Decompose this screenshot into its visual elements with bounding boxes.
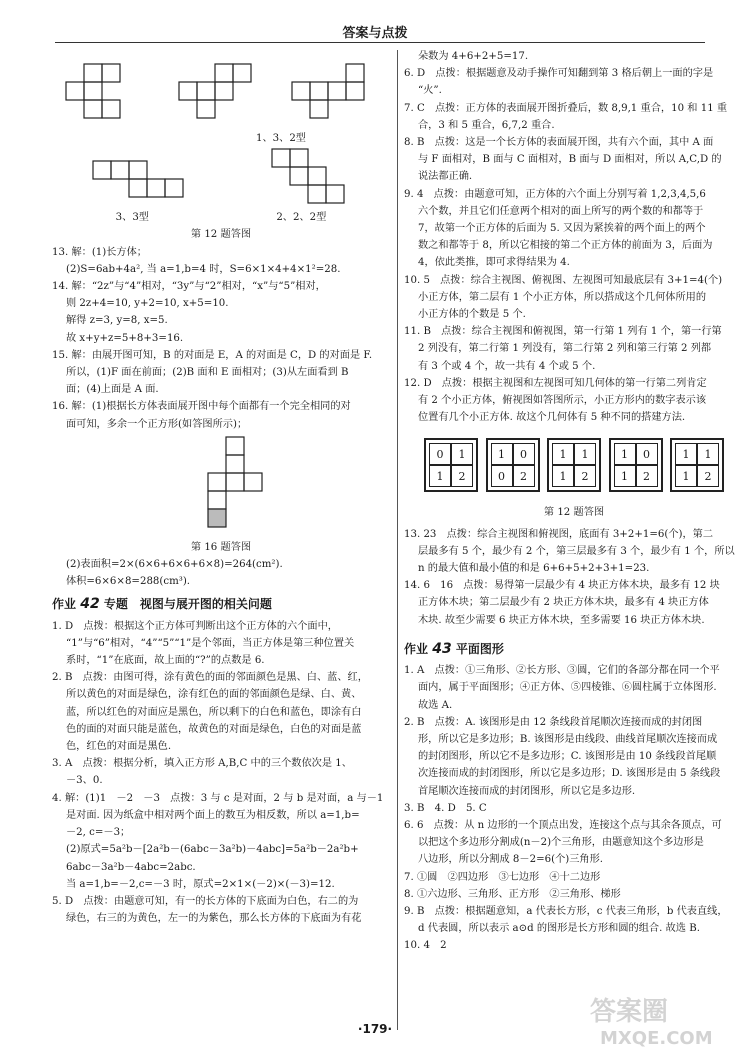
grid-cell: 0 <box>636 443 658 465</box>
fig16-caption: 第 16 题答图 <box>190 541 252 553</box>
column-divider <box>397 50 398 1030</box>
text-line: n 的最大值和最小值的和是 6+6+5+2+3+1=23. <box>418 563 650 575</box>
section-prefix: 作业 <box>52 597 77 612</box>
fig12-label-type-33: 3、3型 <box>115 212 149 224</box>
text-line: (2)S=6ab+4a², 当 a=1,b=4 时，S=6×1×4+4×1²=28. <box>66 263 341 275</box>
text-line: 的封闭图形，所以它不是多边形；C. 该图形是由 10 条线段首尾顺 <box>418 751 717 763</box>
fig12-caption: 第 12 题答图 <box>190 229 252 241</box>
text-line: 面内，属于平面图形；④正方体、⑤四棱锥、⑥圆柱属于立体图形. <box>418 682 717 694</box>
text-line: 系时，“1”在底面，故上面的“?”的点数是 6. <box>66 655 265 667</box>
left-column <box>52 48 390 927</box>
text-line: 木块. 故至少需要 6 块正方体木块，至多需要 16 块正方体木块. <box>418 614 705 626</box>
text-line: 次连接而成的封闭图形，所以它是多边形；D. 该图形是由 5 条线段 <box>418 768 721 780</box>
text-line: 所以黄色的对面是绿色，涂有红色的面的邻面颜色是绿、白、黄、 <box>66 689 362 701</box>
text-line: (2)原式=5a²b－[2a²b－(6abc－3a²b)－4abc]=5a²b－2a²b+ <box>66 844 359 856</box>
text-line: 故选 A. <box>418 699 453 711</box>
text-line: 体积=6×6×8=288(cm³). <box>66 576 191 588</box>
text-line: “1”与“6”相对，“4”“5”“1”是个邻面，当正方体是第三种位置关 <box>66 637 355 649</box>
text-line: 说法都正确. <box>418 171 473 183</box>
net-diagram-fig16 <box>196 433 276 539</box>
text-line: 首尾顺次连接而成的封闭图形，所以它是多边形. <box>418 785 636 797</box>
section-heading-42 <box>52 596 390 613</box>
text-line: 面可知，多余一个正方形(如答图所示)； <box>66 418 248 430</box>
text-line: 7. ①圆 ②四边形 ③七边形 ④十二边形 <box>404 871 601 883</box>
view-grid-2 <box>486 438 540 492</box>
grid-cell: 1 <box>451 443 473 465</box>
grid-cell: 2 <box>513 465 535 487</box>
grid-cell: 2 <box>451 465 473 487</box>
answers-13-16 <box>52 244 390 433</box>
text-line: 面；(4)上面是 A 面. <box>66 384 159 396</box>
fig12-label-type-132: 1、3、2型 <box>255 133 306 144</box>
view-grid-3 <box>547 438 601 492</box>
grid-cell: 2 <box>574 465 596 487</box>
text-line: 8. ①六边形、三角形、正方形 ②三角形、梯形 <box>404 888 621 900</box>
text-line: －2, c=－3； <box>66 827 131 839</box>
text-line: 4，依此类推，即可求得结果为 4. <box>418 257 570 269</box>
text-line: 小正方体的个数是 5 个. <box>418 309 526 321</box>
text-line: 八边形，所以分割成 8－2=6(个)三角形. <box>418 854 604 866</box>
text-line: 7，故第一个正方体的后面为 5. 又因为紧挨着的两个面上的两个 <box>418 223 706 235</box>
text-line: 14. 6 16 点拨：易得第一层最少有 4 块正方体木块，最多有 12 块 <box>404 580 720 592</box>
grid-cell: 1 <box>614 443 636 465</box>
text-line: 绿色，右三的为黄色，左一的为紫色，那么长方体的下底面为有花 <box>66 913 362 925</box>
text-line: “火”. <box>418 85 442 97</box>
section-heading-43 <box>404 641 744 658</box>
text-line: 以把这个多边形分割成(n－2)个三角形，由题意知这个多边形是 <box>418 837 704 849</box>
grid-cell: 1 <box>614 465 636 487</box>
text-line: 色，红色的对面是黑色. <box>66 741 172 753</box>
text-line: 是对面. 因为纸盒中相对两个面上的数互为相反数，所以 a=1,b= <box>66 809 360 821</box>
section-title: 专题 视图与展开图的相关问题 <box>103 597 272 612</box>
text-line: 12. D 点拨：根据主视图和左视图可知几何体的第一行第二列肯定 <box>404 377 707 389</box>
grid-cell: 1 <box>574 443 596 465</box>
net-diagram-1 <box>60 60 156 130</box>
svg-text:MXQE.COM: MXQE.COM <box>600 1028 713 1049</box>
text-line: 10. 4 2 <box>404 940 447 952</box>
text-line: 所以，(1)F 面在前面；(2)B 面和 E 面相对；(3)从左面看到 B <box>66 367 349 379</box>
text-line: 蓝，所以红色的对面应是黑色，所以剩下的白色和蓝色，即涂有白 <box>66 706 362 718</box>
section-prefix: 作业 <box>404 641 429 656</box>
view-grid-1 <box>424 438 478 492</box>
text-line: 14. 解：“2z”与“4”相对，“3y”与“2”相对，“x”与“5”相对， <box>52 281 326 293</box>
text-line: 当 a=1,b=－2,c=－3 时，原式=2×1×(－2)×(－3)=12. <box>66 878 335 890</box>
answers-continued <box>404 48 744 426</box>
right-column <box>404 48 744 955</box>
grid-cell: 0 <box>513 443 535 465</box>
grid-cell: 1 <box>552 465 574 487</box>
view-grid-4 <box>609 438 663 492</box>
text-line: d 代表圆，所以表示 a⊙d 的图形是长方形和圆的组合. 故选 B. <box>418 923 700 935</box>
text-line: 2. B 点拨：A. 该图形是由 12 条线段首尾顺次连接而成的封闭图 <box>404 716 703 728</box>
text-line: 合，3 和 5 重合，6,7,2 重合. <box>418 119 555 131</box>
fig12-caption-right: 第 12 题答图 <box>543 507 605 519</box>
answers-section-42 <box>52 618 390 928</box>
fig16-wrap <box>52 433 390 539</box>
text-line: 15. 解：由展开图可知，B 的对面是 E，A 的对面是 C，D 的对面是 F. <box>52 349 373 361</box>
text-line: 正方体木块；第二层最少有 2 块正方体木块，最多有 4 块正方体 <box>418 597 709 609</box>
grid-cell: 1 <box>675 465 697 487</box>
fig12-grids <box>404 426 744 500</box>
text-line: 11. B 点拨：综合主视图和俯视图，第一行第 1 列有 1 个，第一行第 <box>404 326 722 338</box>
text-line: 6. D 点拨：根据题意及动手操作可知翻到第 3 格后朝上一面的字是 <box>404 68 714 80</box>
view-grid-5 <box>670 438 724 492</box>
text-line: 6abc－3a²b－4abc=2abc. <box>66 861 196 873</box>
net-diagram-4 <box>87 153 197 209</box>
text-line: 六个数，并且它们任意两个相对的面上所写的两个数的和都等于 <box>418 205 704 217</box>
text-line: 位置有几个小正方体. 故这个几何体有 5 种不同的搭建方法. <box>418 412 686 424</box>
text-line: 有 2 个小正方体，俯视图如答图所示，小正方形内的数字表示该 <box>418 395 707 407</box>
text-line: 形，所以它是多边形；B. 该图形是由线段、曲线首尾顺次连接而成 <box>418 733 718 745</box>
answers-section-43 <box>404 662 744 954</box>
text-line: 1. A 点拨：①三角形、②长方形、③圆，它们的各部分都在同一个平 <box>404 665 720 677</box>
text-line: 与 F 面相对，B 面与 C 面相对，B 面与 D 面相对，所以 A,C,D 的 <box>418 154 722 166</box>
net-diagram-2 <box>173 60 269 130</box>
watermark-logo <box>580 990 740 1050</box>
grid-cell: 0 <box>491 465 513 487</box>
text-line: 2. B 点拨：由图可得，涂有黄色的面的邻面颜色是黑、白、蓝、红， <box>52 672 368 684</box>
text-line: 7. C 点拨：正方体的表面展开图折叠后，数 8,9,1 重合，10 和 11 重 <box>404 102 728 114</box>
text-line: 1. D 点拨：根据这个正方体可判断出这个正方体的六个面中， <box>52 620 338 632</box>
text-line: 3. A 点拨：根据分析，填入正方形 A,B,C 中的三个数依次是 1、 <box>52 758 352 770</box>
grid-cell: 1 <box>697 443 719 465</box>
text-line: 朵数为 4+6+2+5=17. <box>418 51 529 62</box>
text-line: 13. 解：(1)长方体； <box>52 246 147 258</box>
text-line: 13. 23 点拨：综合主视图和俯视图，底面有 3+2+1=6(个)，第二 <box>404 528 714 540</box>
text-line: 层最多有 5 个，最少有 2 个，第三层最多有 3 个，最少有 1 个，所以 <box>418 545 735 557</box>
net-diagram-5 <box>266 147 356 209</box>
text-line: 10. 5 点拨：综合主视图、俯视图、左视图可知最底层有 3+1=4(个) <box>404 274 723 286</box>
grid-cell: 2 <box>697 465 719 487</box>
svg-text:答案圈: 答案圈 <box>590 997 669 1027</box>
answers-13-14 <box>404 526 744 629</box>
text-line: 数之和都等于 8，所以它相接的第二个正方体的前面为 3，后面为 <box>418 240 713 252</box>
header-rule <box>55 42 705 43</box>
text-line: 有 3 个或 4 个，故一共有 4 个或 5 个. <box>418 360 596 372</box>
fig12-top-row <box>52 48 390 130</box>
page-header: 答案与点拨 <box>342 26 408 41</box>
text-line: －3、0. <box>66 775 103 787</box>
fig12-label-type-222: 2、2、2型 <box>276 212 327 224</box>
text-line: 9. B 点拨：根据题意知，a 代表长方形，c 代表三角形，b 代表直线， <box>404 905 728 917</box>
section-number: 43 <box>432 640 452 657</box>
grid-cell: 1 <box>491 443 513 465</box>
grid-cell: 1 <box>552 443 574 465</box>
text-line: 4. 解：(1)1 －2 －3 点拨：3 与 c 是对面，2 与 b 是对面，a 与－1 <box>52 792 384 804</box>
grid-cell: 0 <box>429 443 451 465</box>
text-line: 9. 4 点拨：由题意可知，正方体的六个面上分别写着 1,2,3,4,5,6 <box>404 188 706 200</box>
text-line: 2 列没有，第二行第 1 列没有，第二行第 2 列和第三行第 2 列都 <box>418 343 712 355</box>
text-line: 则 2z+4=10, y+2=10, x+5=10. <box>66 298 229 310</box>
grid-cell: 2 <box>636 465 658 487</box>
net-diagram-3 <box>286 60 382 130</box>
text-line: (2)表面积=2×(6×6+6×6+6×8)=264(cm²). <box>66 559 283 571</box>
text-line: 8. B 点拨：这是一个长方体的表面展开图，共有六个面，其中 A 面 <box>404 137 714 149</box>
text-line: 5. D 点拨：由题意可知，有一的长方体的下底面为白色，右二的为 <box>52 895 359 907</box>
text-line: 故 x+y+z=5+8+3=16. <box>66 332 184 344</box>
section-number: 42 <box>80 596 100 613</box>
grid-cell: 1 <box>675 443 697 465</box>
grid-cell: 1 <box>429 465 451 487</box>
text-line: 6. 6 点拨：从 n 边形的一个顶点出发，连接这个点与其余各顶点，可 <box>404 819 722 831</box>
text-line: 解得 z=3, y=8, x=5. <box>66 315 168 327</box>
section-title: 平面图形 <box>455 641 504 656</box>
text-line: 16. 解：(1)根据长方体表面展开图中每个面都有一个完全相同的对 <box>52 401 351 413</box>
text-line: 小正方体，第二层有 1 个小正方体，所以搭成这个几何体所用的 <box>418 291 707 303</box>
text-line: 色的面的对面只能是蓝色，故黄色的对面是绿色，白色的对面是蓝 <box>66 723 362 735</box>
text-line: 3. B 4. D 5. C <box>404 802 487 814</box>
fig12-bottom-labels <box>52 209 390 226</box>
fig12-bottom-row <box>52 147 390 209</box>
page-number: ·179· <box>357 1022 393 1036</box>
